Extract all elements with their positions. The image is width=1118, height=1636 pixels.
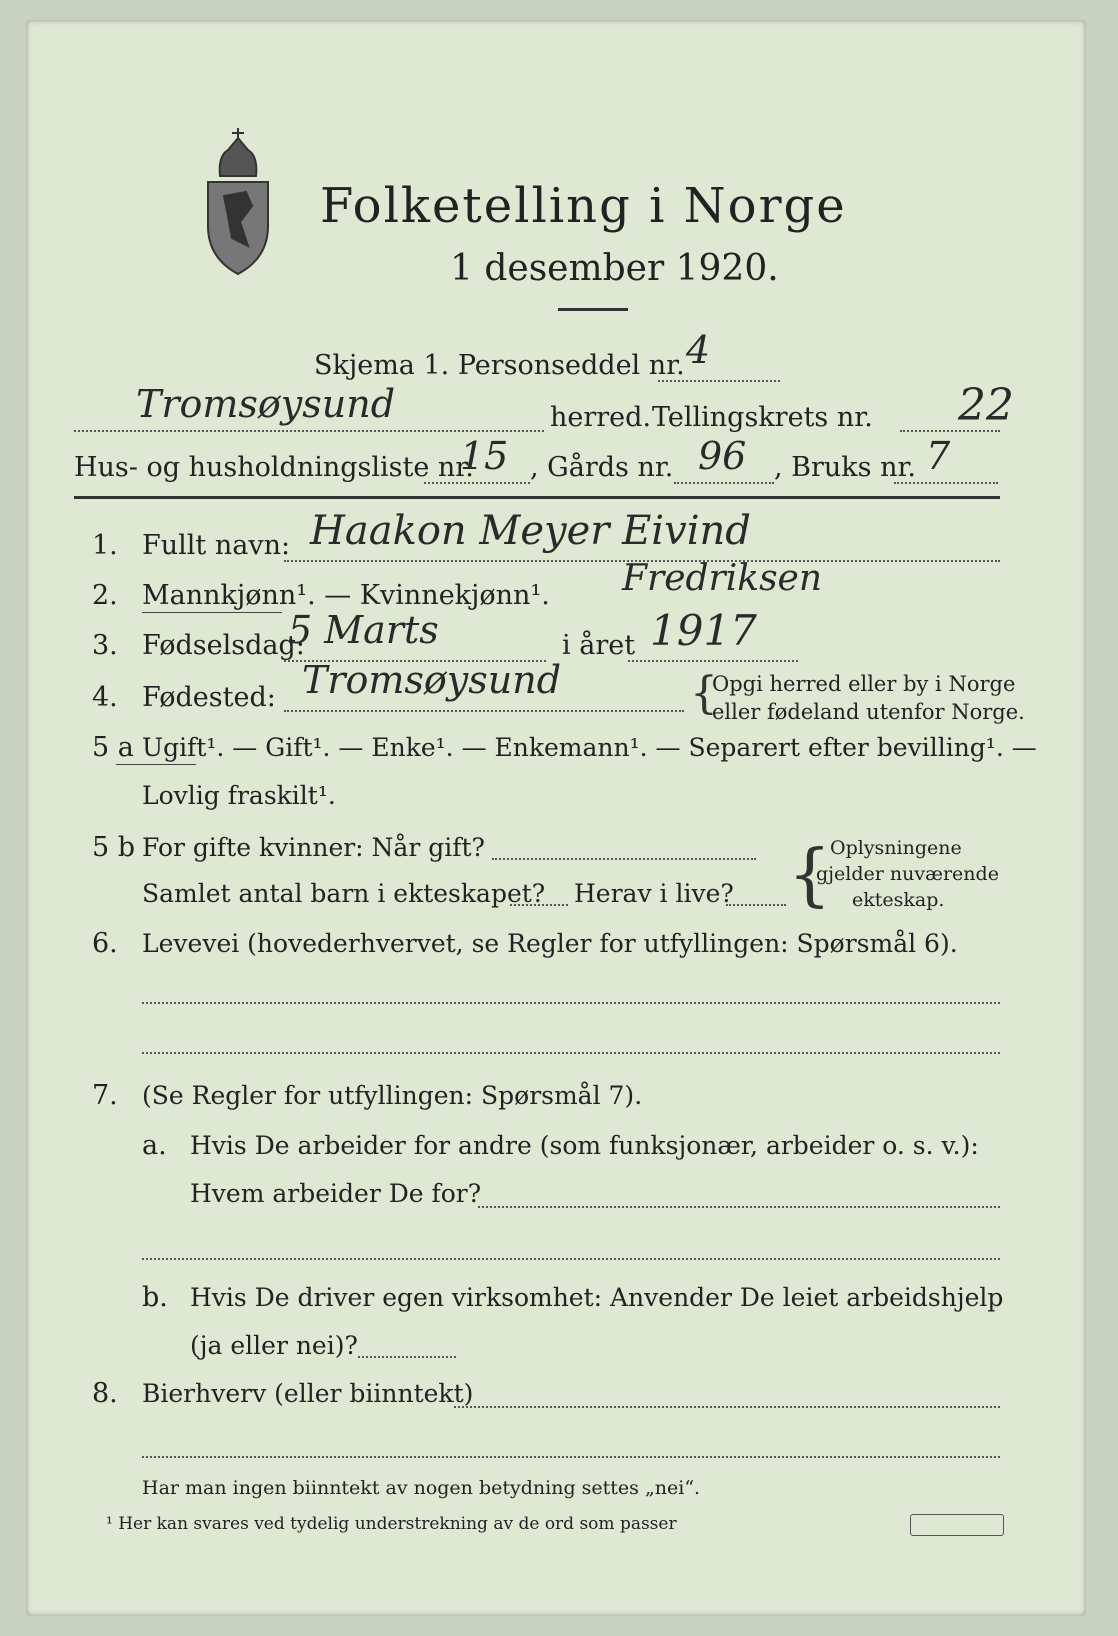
herred-field[interactable] [74,430,544,432]
birthplace-field[interactable] [284,710,684,712]
q5a-number: 5 a [92,732,134,763]
bruks-nr-value: 7 [926,434,951,478]
herred-value: Tromsøysund [136,382,396,426]
schema-label: Skjema 1. Personseddel nr. [314,350,685,381]
gender-options[interactable]: Mannkjønn¹. — Kvinnekjønn¹. [142,580,550,611]
q5b-note-line3: ekteskap. [852,889,945,911]
full-name-value-line2: Fredriksen [622,558,823,599]
husholdningsliste-label: Hus- og husholdningsliste nr. [74,452,474,483]
gards-nr-value: 96 [698,434,747,478]
q7b-label: Hvis De driver egen virksomhet: Anvender De leiet arbeidshjelp [190,1283,1004,1312]
q7a-number: a. [142,1130,167,1161]
q7-number: 7. [92,1080,118,1111]
birth-year-field[interactable] [628,660,798,662]
gender-underline [142,612,282,613]
birthday-value: 5 Marts [288,608,439,652]
marital-status-options-2[interactable]: Lovlig fraskilt¹. [142,781,336,810]
occupation-field-2[interactable] [142,1052,1000,1054]
q8-label: Bierhverv (eller biinntekt) [142,1379,474,1408]
census-form [26,20,1086,1616]
side-income-field-2[interactable] [142,1456,1000,1458]
q8-number: 8. [92,1378,118,1409]
year-label: i året [562,630,636,661]
full-name-value-line1: Haakon Meyer Eivind [310,508,751,554]
herred-label: herred. [550,402,652,433]
bruks-nr-label: , Bruks nr. [774,452,917,483]
gards-nr-field[interactable] [674,482,774,484]
q4-number: 4. [92,682,118,713]
q5b-children-label: Samlet antal barn i ekteskapet? [142,879,546,908]
q4-note-line2: eller fødeland utenfor Norge. [712,700,1025,724]
tellingskrets-value: 22 [958,380,1014,431]
q5b-note-line2: gjelder nuværende [816,863,999,885]
marital-status-options[interactable]: Ugift¹. — Gift¹. — Enke¹. — Enkemann¹. — Separert efter bevilling¹. — [142,733,1037,762]
q5b-number: 5 b [92,832,136,863]
q5b-alive-label: Herav i live? [574,879,734,908]
census-date: 1 desember 1920. [450,248,779,289]
q7-label: (Se Regler for utfyllingen: Spørsmål 7). [142,1081,643,1110]
bruks-nr-field[interactable] [894,482,998,484]
q7b-label-2: (ja eller nei)? [190,1331,358,1360]
header-rule [74,496,1000,499]
children-alive-field[interactable] [726,904,786,906]
q6-label: Levevei (hovederhvervet, se Regler for utfyllingen: Spørsmål 6). [142,929,958,958]
form-title: Folketelling i Norge [320,178,847,234]
children-total-field[interactable] [510,904,568,906]
personseddel-field[interactable] [658,380,780,382]
q7b-number: b. [142,1282,168,1313]
gards-nr-label: , Gårds nr. [530,452,674,483]
q1-number: 1. [92,530,118,561]
employer-field[interactable] [478,1206,1000,1208]
personseddel-nr-value: 4 [686,328,711,372]
q3-number: 3. [92,630,118,661]
employer-field-2[interactable] [142,1258,1000,1260]
hired-help-field[interactable] [358,1356,456,1358]
q7a-label-2: Hvem arbeider De for? [190,1179,482,1208]
title-divider [558,308,628,311]
liste-nr-value: 15 [460,434,509,478]
q1-label: Fullt navn: [142,530,291,561]
q2-number: 2. [92,580,118,611]
coat-of-arms-icon [200,126,276,276]
q4-brace: { [690,668,718,719]
occupation-field-1[interactable] [142,1002,1000,1004]
printer-stamp [910,1514,1004,1536]
nei-note: Har man ingen biinntekt av nogen betydning settes „nei“. [142,1477,701,1499]
tellingskrets-label: Tellingskrets nr. [652,402,873,433]
birth-year-value: 1917 [650,606,757,655]
married-when-field[interactable] [492,858,756,860]
q3-label: Fødselsdag: [142,630,305,661]
q5b-label: For gifte kvinner: Når gift? [142,833,485,862]
q4-label: Fødested: [142,682,276,713]
q5b-note-line1: Oplysningene [830,837,962,859]
marital-underline [116,764,196,765]
q4-note-line1: Opgi herred eller by i Norge [712,672,1016,696]
q6-number: 6. [92,928,118,959]
side-income-field[interactable] [454,1406,1000,1408]
birthplace-value: Tromsøysund [302,658,562,702]
liste-nr-field[interactable] [424,482,530,484]
q5b-brace: { [788,836,832,915]
footnote: ¹ Her kan svares ved tydelig understrekning av de ord som passer [106,1514,677,1534]
q7a-label: Hvis De arbeider for andre (som funksjonær, arbeider o. s. v.): [190,1131,979,1160]
